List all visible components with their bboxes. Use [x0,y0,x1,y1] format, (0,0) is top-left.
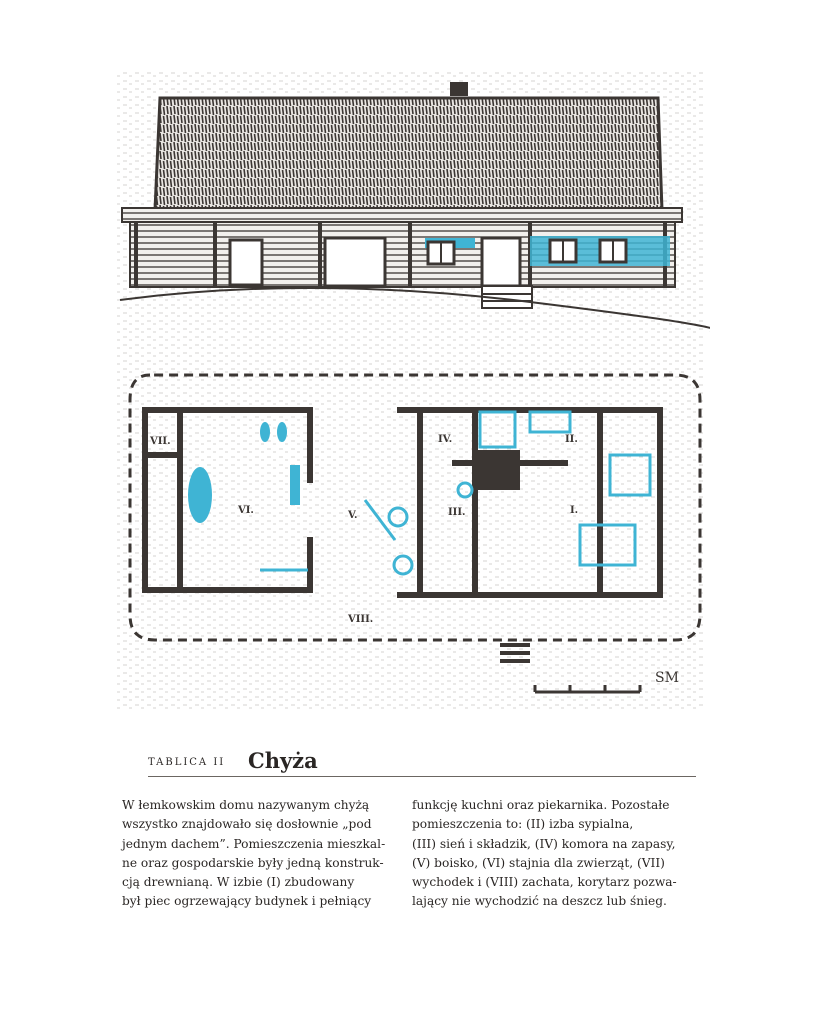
text-column-left [122,796,404,912]
text-line: pomieszczenia to: (II) izba sypialna, [412,817,634,832]
roof-eave [122,208,682,222]
artist-signature: SM [655,670,679,686]
chimney [450,82,468,96]
plan-label: IV. [438,434,453,445]
text-column-right [412,796,694,912]
text-line: ne oraz gospodarskie były jedną konstruk- [122,855,384,870]
text-line: lający nie wychodzić na deszcz lub śnieg. [412,894,667,909]
feed-trough-icon [277,422,287,442]
rack-icon [290,465,300,505]
text-line: był piec ogrzewający budynek i pełniący [122,894,372,909]
text-line: wychodek i (VIII) zachata, korytarz pozwa- [412,875,677,890]
plate-title: Chyża [248,748,318,773]
text-line: jednym dachem”. Pomieszczenia mieszkal- [122,836,386,851]
plan-label: VI. [238,505,254,516]
text-line: funkcję kuchni oraz piekarnika. Pozostałe [412,798,670,812]
plan-label: VIII. [348,614,374,625]
stove [475,450,520,490]
feed-trough-icon [260,422,270,442]
text-line: wszystko znajdowało się dosłownie „pod [122,817,372,832]
barn-door [230,240,262,285]
horse-icon [188,467,212,523]
plan-label: VII. [150,436,171,447]
front-door [482,238,520,286]
plan-label: I. [570,505,579,516]
thatched-roof [155,98,662,210]
farmhouse-woodcut-illustration [110,70,710,720]
plate-label: TABLICA II [148,757,226,768]
plan-label: III. [448,507,466,518]
plate-heading [148,750,696,777]
plan-label: II. [565,434,578,445]
text-line: cją drewnianą. W izbie (I) zbudowany [122,875,355,890]
barn-gate [325,238,385,286]
text-line: (III) sień i składzik, (IV) komora na zapasy, [412,836,676,851]
text-line: W łemkowskim domu nazywanym chyżą [122,798,370,812]
plan-label: V. [348,510,358,521]
text-line: (V) boisko, (VI) stajnia dla zwierząt, (VII) [412,855,665,870]
